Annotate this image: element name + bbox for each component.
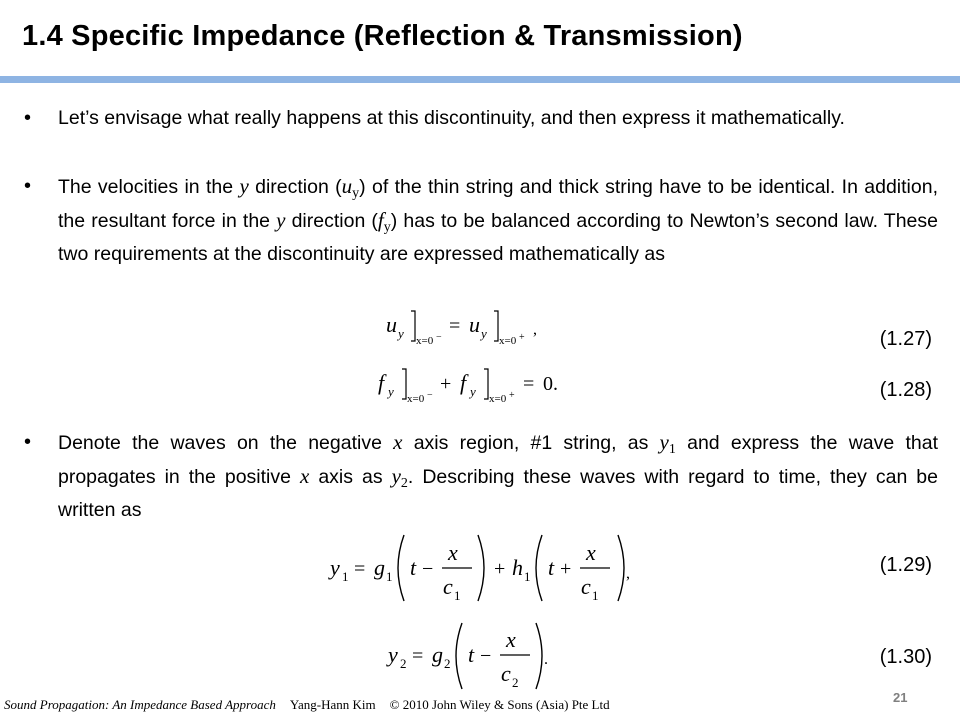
- equation-1-29-tail-graphic: [616, 530, 656, 605]
- equation-1-29-tail: [616, 530, 656, 610]
- svg-text:x=0: x=0: [489, 393, 507, 405]
- equation-1-28: [378, 366, 578, 411]
- svg-text:2: 2: [512, 675, 519, 690]
- bullet-2-part: The velocities in the: [58, 176, 240, 198]
- svg-text:+: +: [509, 390, 515, 401]
- svg-text:1: 1: [524, 569, 531, 584]
- svg-text:=: =: [354, 558, 366, 580]
- equation-number-1-27: (1.27): [879, 328, 932, 350]
- svg-text:y: y: [398, 326, 404, 341]
- svg-text:=: =: [412, 645, 424, 667]
- slide-footer: [4, 697, 624, 713]
- footer-book-title: Sound Propagation: An Impedance Based Approach: [4, 697, 276, 712]
- svg-text:+: +: [494, 558, 506, 580]
- bullet-2: [58, 173, 938, 268]
- svg-text:y: y: [481, 326, 487, 341]
- svg-text:2: 2: [444, 656, 451, 671]
- math-var: u: [341, 174, 353, 198]
- svg-text:t: t: [410, 555, 417, 580]
- slide-title: 1.4 Specific Impedance (Reflection & Transmission): [22, 20, 743, 52]
- svg-text:1: 1: [342, 569, 349, 584]
- equation-1-27: [386, 308, 566, 353]
- footer-copyright: © 2010 John Wiley & Sons (Asia) Pte Ltd: [389, 697, 610, 712]
- svg-text:=: =: [523, 373, 535, 395]
- svg-text:u: u: [469, 312, 480, 337]
- equation-1-29-graphic: [330, 530, 615, 605]
- svg-text:u: u: [386, 312, 397, 337]
- svg-text:y: y: [330, 555, 340, 580]
- equation-1-27-graphic: [386, 308, 566, 348]
- svg-text:1: 1: [454, 588, 461, 603]
- page-number: 21: [893, 690, 908, 705]
- svg-text:g: g: [432, 642, 443, 667]
- svg-text:t: t: [468, 642, 475, 667]
- math-var: y: [659, 430, 669, 454]
- svg-text:x: x: [586, 540, 596, 565]
- math-var: y: [276, 208, 286, 232]
- svg-text:x=0: x=0: [416, 335, 434, 347]
- svg-text:g: g: [374, 555, 385, 580]
- svg-text:+: +: [519, 332, 525, 343]
- svg-text:2: 2: [400, 656, 407, 671]
- bullet-2-part: direction (: [285, 210, 378, 232]
- equation-1-28-graphic: [378, 366, 578, 406]
- equation-number-1-28: (1.28): [879, 379, 932, 401]
- math-var: y: [391, 464, 401, 488]
- bullet-2-part: ) has to be balanced according to Newton’s second law. These two requirements at the discontinuity are expressed mathematically as: [58, 210, 938, 265]
- equation-1-30: [388, 620, 558, 700]
- bullet-3-part: Denote the waves on the negative: [58, 432, 394, 454]
- svg-text:0.: 0.: [543, 373, 558, 395]
- svg-text:.: .: [544, 651, 548, 668]
- math-subscript: 2: [400, 476, 408, 491]
- footer-author: Yang-Hann Kim: [289, 697, 376, 712]
- bullet-3-part: axis region, #1 string, as: [402, 432, 660, 454]
- svg-text:1: 1: [386, 569, 393, 584]
- math-var: x: [299, 464, 310, 488]
- svg-text:−: −: [427, 390, 433, 401]
- bullet-3-part: . Describing these waves with regard to time, they can be written as: [58, 466, 938, 521]
- svg-text:c: c: [581, 574, 591, 599]
- equation-1-30-graphic: [388, 620, 558, 695]
- math-subscript: 1: [668, 442, 676, 457]
- svg-text:h: h: [512, 555, 523, 580]
- svg-text:c: c: [443, 574, 453, 599]
- svg-text:x: x: [448, 540, 458, 565]
- bullet-1-text: Let’s envisage what really happens at this discontinuity, and then express it mathematically.: [58, 107, 845, 129]
- bullet-1: [58, 105, 938, 132]
- svg-text:y: y: [388, 642, 398, 667]
- svg-text:+: +: [560, 558, 572, 580]
- svg-text:−: −: [480, 645, 492, 667]
- bullet-3: [58, 429, 938, 524]
- svg-text:=: =: [449, 315, 461, 337]
- svg-text:−: −: [422, 558, 434, 580]
- svg-text:f: f: [378, 370, 385, 395]
- svg-text:f: f: [460, 370, 467, 395]
- svg-text:+: +: [440, 373, 452, 395]
- svg-text:x=0: x=0: [407, 393, 425, 405]
- bullet-2-part: direction (: [248, 176, 342, 198]
- svg-text:,: ,: [626, 565, 630, 582]
- svg-text:x=0: x=0: [499, 335, 517, 347]
- equation-number-1-29: (1.29): [879, 554, 932, 576]
- svg-text:,: ,: [533, 321, 537, 338]
- bullet-3-part: axis as: [309, 466, 392, 488]
- math-var: f: [377, 208, 384, 232]
- svg-text:t: t: [548, 555, 555, 580]
- svg-text:x: x: [506, 627, 516, 652]
- svg-text:c: c: [501, 661, 511, 686]
- bullet-3-part: and express the wave that propagates in the positive: [58, 432, 938, 488]
- math-subscript: y: [383, 220, 391, 235]
- title-underline: [0, 76, 960, 83]
- bullet-2-part: ) of the thin string and thick string have to be identical. In addition, the resultant force in the: [58, 176, 938, 232]
- math-subscript: y: [352, 186, 360, 201]
- svg-text:y: y: [470, 384, 476, 399]
- svg-text:1: 1: [592, 588, 599, 603]
- equation-number-1-30: (1.30): [879, 646, 932, 668]
- svg-text:−: −: [436, 332, 442, 343]
- equation-1-29: [330, 530, 615, 610]
- svg-text:y: y: [388, 384, 394, 399]
- math-var: x: [393, 430, 403, 454]
- math-var: y: [239, 174, 249, 198]
